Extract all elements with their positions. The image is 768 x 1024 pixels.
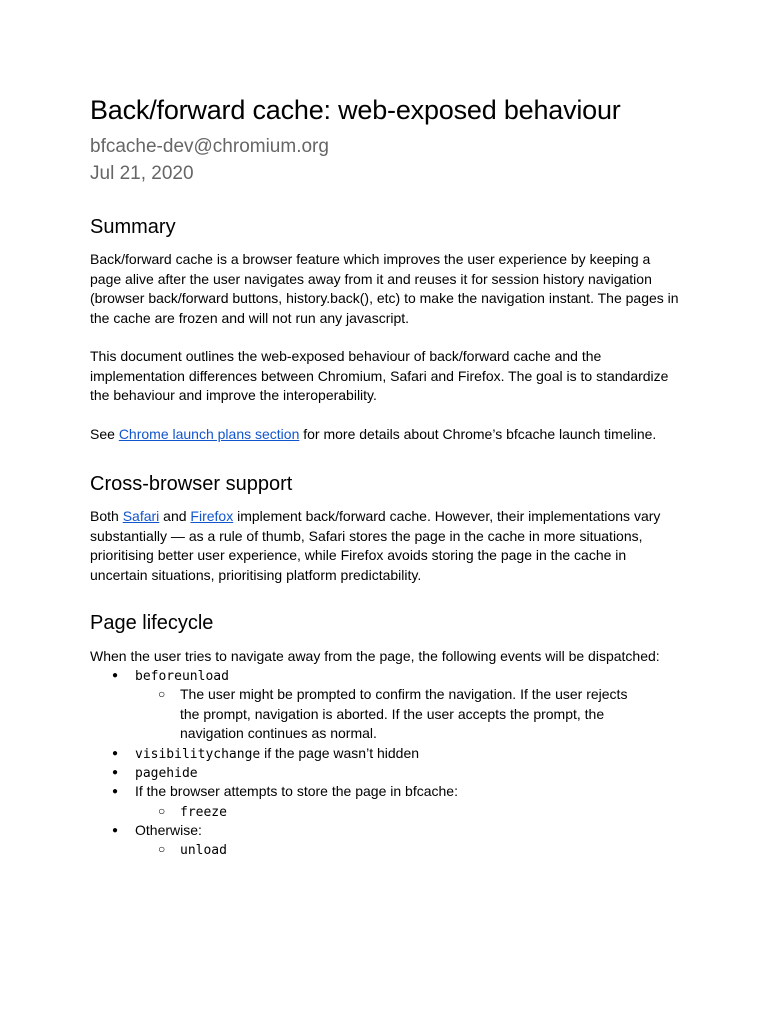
document-date: Jul 21, 2020 <box>90 163 194 184</box>
bullet-icon: ● <box>112 767 119 778</box>
cross-browser-before: Both <box>90 508 123 524</box>
summary-p3-after: for more details about Chrome’s bfcache launch timeline. <box>299 426 657 442</box>
document-author: bfcache-dev@chromium.org <box>90 136 329 157</box>
summary-paragraph-3 <box>90 425 682 445</box>
list-item-otherwise: Otherwise: <box>135 822 202 838</box>
summary-heading: Summary <box>90 216 176 238</box>
firefox-link[interactable]: Firefox <box>190 508 234 524</box>
list-subitem-beforeunload-note: The user might be prompted to confirm the navigation. If the user rejects the prompt, navigation is aborted. If the user accepts the prompt, the navigation continues as normal. <box>180 686 628 741</box>
summary-p3-before: See <box>90 426 119 442</box>
bullet-icon: ● <box>112 748 119 759</box>
list-subitem-unload <box>180 840 227 861</box>
visibilitychange-code: visibilitychange <box>135 747 261 762</box>
beforeunload-code: beforeunload <box>135 669 229 684</box>
cross-browser-paragraph <box>90 507 682 585</box>
list-item-pagehide <box>135 763 198 784</box>
summary-paragraph-2: This document outlines the web-exposed behaviour of back/forward cache and the implementation differences between Chromium, Safari and Firefox. The goal is to standardize the behaviour and improve the interoperability. <box>90 348 669 403</box>
list-item-store-bfcache: If the browser attempts to store the page in bfcache: <box>135 783 458 799</box>
freeze-code: freeze <box>180 805 227 820</box>
bullet-icon: ● <box>112 670 119 681</box>
lifecycle-intro: When the user tries to navigate away from the page, the following events will be dispatched: <box>90 648 660 664</box>
document-title: Back/forward cache: web-exposed behaviour <box>90 95 621 125</box>
lifecycle-heading: Page lifecycle <box>90 612 214 634</box>
sub-bullet-icon: ○ <box>158 804 166 818</box>
safari-link[interactable]: Safari <box>122 508 160 524</box>
unload-code: unload <box>180 843 227 858</box>
bullet-icon: ● <box>112 825 119 836</box>
pagehide-code: pagehide <box>135 766 198 781</box>
sub-bullet-icon: ○ <box>158 687 166 701</box>
bullet-icon: ● <box>112 786 119 797</box>
list-item-visibilitychange <box>135 744 419 765</box>
cross-browser-heading: Cross-browser support <box>90 473 293 495</box>
cross-browser-after: implement back/forward cache. However, their implementations vary substantially — as a rule of thumb, Safari stores the page in the cache in more situations, prioritising better user experience, while Firefox avoids storing the page in the cache in uncertain situations, prioritising platform predictability. <box>90 508 661 583</box>
sub-bullet-icon: ○ <box>158 842 166 856</box>
list-subitem-freeze <box>180 802 227 823</box>
chrome-launch-plans-link[interactable]: Chrome launch plans section <box>118 426 300 442</box>
list-item-beforeunload <box>135 666 229 687</box>
summary-paragraph-1: Back/forward cache is a browser feature which improves the user experience by keeping a page alive after the user navigates away from it and reuses it for session history navigation (browser back/forward buttons, history.back(), etc) to make the navigation instant. The pages in the cache are frozen and will not run any javascript. <box>90 251 679 326</box>
visibilitychange-text: if the page wasn’t hidden <box>260 745 420 761</box>
cross-browser-and: and <box>159 508 191 524</box>
